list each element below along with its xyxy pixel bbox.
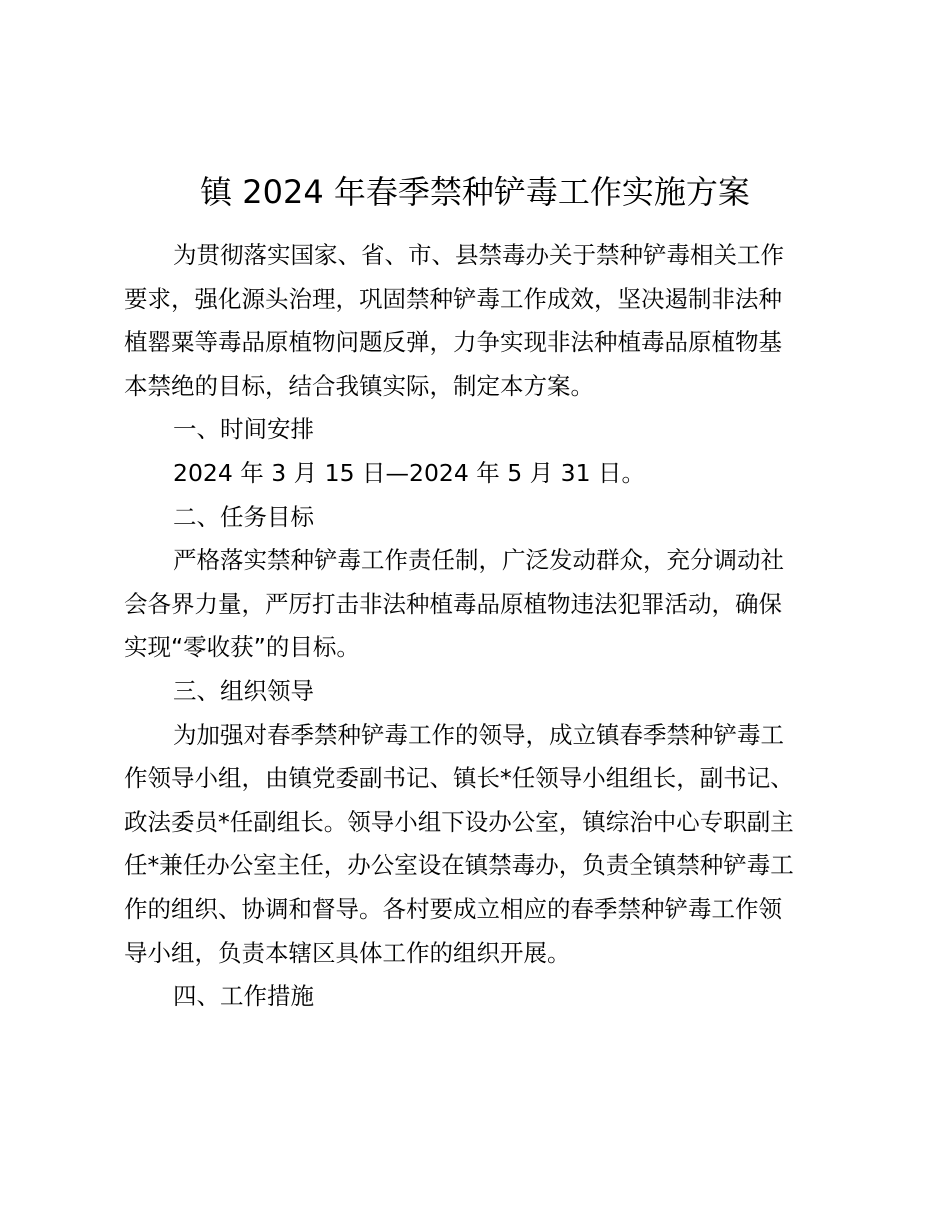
section-heading-organization	[124, 670, 836, 714]
text-line: 政法委员*任副组长。领导小组下设办公室，镇综治中心专职副主	[124, 807, 794, 836]
section-heading: 二、任务目标	[173, 502, 314, 531]
section-heading-measures	[124, 975, 836, 1019]
document-body	[124, 234, 836, 1019]
text-line: 导小组，负责本辖区具体工作的组织开展。	[124, 938, 571, 967]
text-line: 任*兼任办公室主任，办公室设在镇禁毒办，负责全镇禁种铲毒工	[124, 851, 794, 880]
paragraph-intro	[124, 234, 836, 408]
text-line: 为贯彻落实国家、省、市、县禁毒办关于禁种铲毒相关工作	[173, 241, 784, 269]
text-line: 植罂粟等毒品原植物问题反弹，力争实现非法种植毒品原植物基	[124, 328, 782, 357]
paragraph-schedule	[124, 452, 836, 496]
text-line: 作的组织、协调和督导。各村要成立相应的春季禁种铲毒工作领	[124, 894, 782, 923]
section-heading: 四、工作措施	[173, 982, 314, 1011]
text-line: 本禁绝的目标，结合我镇实际，制定本方案。	[124, 371, 594, 400]
document-title: 镇 2024 年春季禁种铲毒工作实施方案	[200, 173, 750, 211]
section-heading-goals	[124, 496, 836, 540]
paragraph-organization	[124, 714, 836, 976]
text-line: 要求，强化源头治理，巩固禁种铲毒工作成效，坚决遏制非法种	[124, 284, 782, 313]
text-line: 严格落实禁种铲毒工作责任制，广泛发动群众，充分调动社	[173, 546, 784, 575]
text-line: 作领导小组，由镇党委副书记、镇长*任领导小组组长，副书记、	[124, 764, 794, 793]
text-line: 会各界力量，严厉打击非法种植毒品原植物违法犯罪活动，确保	[124, 589, 782, 618]
text-line: 2024 年 3 月 15 日—2024 年 5 月 31 日。	[173, 458, 646, 487]
paragraph-goals	[124, 539, 836, 670]
section-heading-schedule	[124, 408, 836, 452]
text-line: 实现“零收获”的目标。	[124, 633, 360, 662]
section-heading: 一、时间安排	[173, 415, 314, 444]
text-line: 为加强对春季禁种铲毒工作的领导，成立镇春季禁种铲毒工	[173, 720, 784, 749]
section-heading: 三、组织领导	[173, 676, 314, 705]
